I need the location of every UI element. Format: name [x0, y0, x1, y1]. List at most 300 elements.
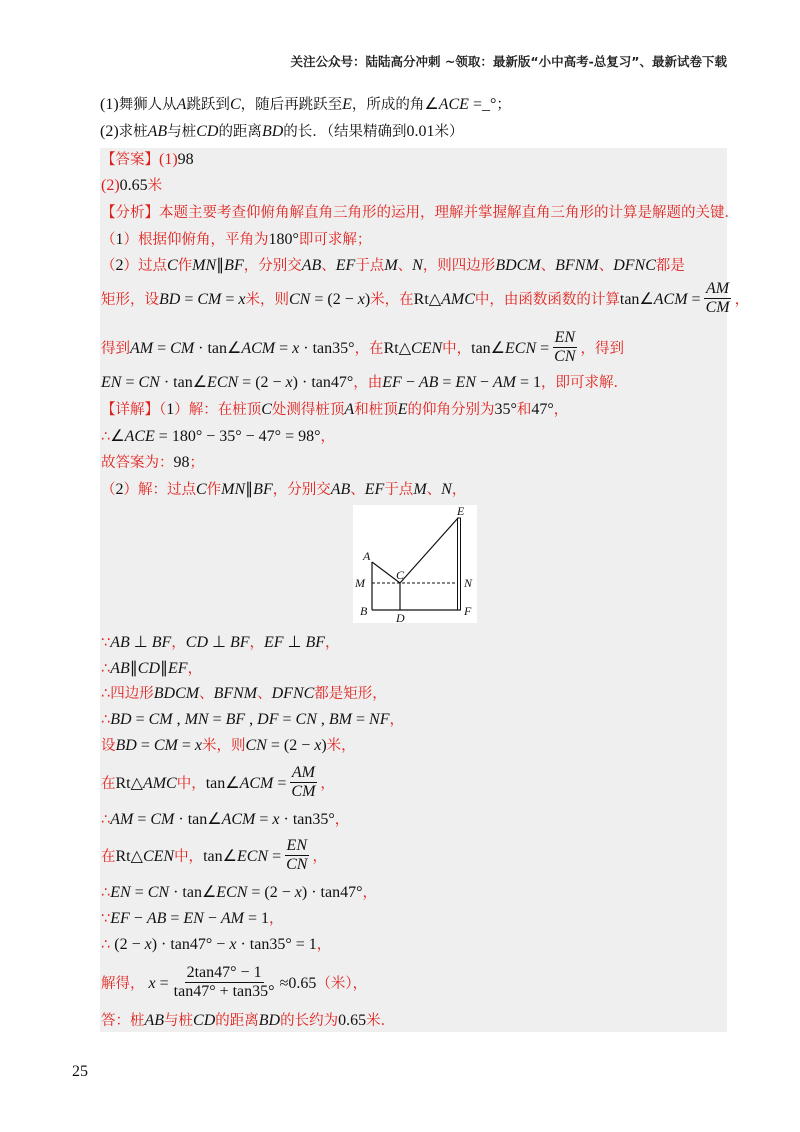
math-variable: EN — [455, 374, 476, 391]
point-label-f: F — [464, 604, 472, 618]
math-symbol: − — [475, 374, 493, 391]
detail-line-4 — [101, 480, 466, 500]
math-variable: CM — [291, 782, 316, 800]
math-symbol: ∥ — [216, 257, 225, 274]
math-variable: AM — [291, 763, 315, 781]
math-variable: CN — [245, 737, 267, 754]
detail-line-3 — [101, 453, 204, 473]
text-run: 中， — [176, 775, 206, 792]
math-symbol: (1) — [100, 96, 119, 113]
math-symbol: ∠ — [110, 428, 125, 445]
text-run: 、 — [397, 258, 413, 274]
text-run: ）根据仰俯角，平角为 — [123, 232, 269, 248]
math-symbol: = — [130, 884, 148, 901]
text-run: 米， — [326, 738, 356, 754]
math-variable: C — [196, 481, 207, 498]
math-symbol: ≈0.65 — [279, 974, 317, 992]
math-symbol: , — [245, 711, 258, 728]
detail-step — [101, 883, 377, 903]
text-run: 得到 — [101, 340, 130, 357]
text-run: ，在 — [354, 340, 384, 357]
answer-part1-label: (1) — [159, 151, 178, 168]
math-symbol: = (2 − — [310, 290, 358, 308]
math-symbol: = — [180, 290, 198, 308]
math-variable: CN — [138, 374, 160, 391]
math-variable: x — [144, 936, 152, 953]
text-run: 舞狮人从 — [118, 97, 177, 113]
math-variable: EF — [335, 257, 356, 274]
math-function: tan — [249, 936, 270, 953]
math-variable: DFNC — [271, 685, 315, 702]
math-function: Rt — [115, 774, 131, 792]
math-symbol: ⊥ — [283, 634, 306, 651]
math-variable: AMC — [441, 290, 475, 308]
math-symbol: 2 — [115, 481, 124, 498]
detail-step — [101, 810, 349, 830]
math-symbol: 0.65 — [338, 1012, 367, 1029]
detail-line-1 — [101, 400, 568, 420]
math-symbol: 1 — [166, 401, 175, 418]
math-symbol: ) · — [301, 884, 321, 901]
math-function: tan — [292, 811, 313, 828]
text-run: 、 — [350, 482, 365, 498]
math-symbol: − — [203, 910, 221, 927]
math-symbol: ∠ — [207, 811, 222, 828]
math-symbol: 35° — [332, 339, 355, 357]
math-variable: ECN — [216, 884, 248, 901]
text-run: ，分别交 — [243, 258, 302, 274]
math-symbol: = — [438, 374, 456, 391]
text-run: 作 — [177, 258, 193, 274]
math-variable: EF — [382, 374, 402, 391]
math-variable: x — [292, 339, 300, 357]
analysis-line-2 — [101, 230, 371, 250]
math-variable: MN — [221, 481, 246, 498]
math-variable: AB — [110, 634, 130, 651]
math-symbol: ∠ — [225, 774, 240, 792]
text-run: 设 — [101, 738, 116, 754]
text-run: ，则四边形 — [422, 258, 496, 274]
math-symbol: ∥ — [160, 660, 169, 677]
math-function: tan — [471, 339, 491, 357]
math-symbol: · — [159, 374, 174, 391]
math-variable: ECN — [505, 339, 537, 357]
math-variable: AM — [130, 339, 154, 357]
math-variable: BF — [305, 634, 326, 651]
math-variable: ECN — [207, 374, 239, 391]
text-run: ∴ — [101, 812, 111, 828]
point-label-e: E — [457, 505, 465, 518]
math-symbol: 35° — [494, 401, 517, 418]
math-variable: AM — [110, 811, 134, 828]
text-run: ，即可求解． — [541, 375, 629, 391]
math-variable: A — [176, 96, 187, 113]
math-variable: CM — [148, 711, 173, 728]
text-run: 米 — [147, 178, 163, 194]
fraction — [284, 837, 309, 874]
math-variable: CN — [554, 347, 576, 365]
detail-line-2 — [101, 427, 335, 447]
question-part2 — [100, 122, 464, 142]
math-symbol: 98 — [177, 151, 194, 168]
text-run: 【分析】本题主要考查仰俯角解直角三角形的运用，理解并掌握解直角三角形的计算是解题的关键． — [101, 205, 739, 221]
math-symbol: ∠ — [201, 884, 217, 901]
math-variable: CN — [295, 711, 317, 728]
text-run: ∴ — [101, 712, 111, 728]
math-variable: AM — [706, 279, 730, 297]
math-symbol: 180° — [268, 231, 299, 248]
answer-label — [101, 152, 159, 168]
math-variable: ACM — [241, 339, 276, 357]
point-label-c: C — [396, 568, 405, 582]
math-variable: ACE — [438, 96, 469, 113]
text-run: ， — [171, 635, 186, 651]
math-function: tan — [173, 374, 193, 391]
analysis-line-6 — [101, 373, 628, 393]
math-symbol: 47° — [340, 884, 363, 901]
text-run: 的长约为 — [280, 1013, 339, 1029]
math-symbol: · — [299, 339, 313, 357]
math-symbol: , — [172, 711, 185, 728]
detail-step — [101, 836, 327, 874]
analysis-line-5 — [101, 328, 624, 366]
math-symbol: 1 — [115, 231, 124, 248]
text-run: 的距离 — [215, 1013, 259, 1029]
math-variable: AB — [146, 910, 167, 927]
math-symbol: = — [268, 847, 282, 865]
text-run: ， — [316, 937, 332, 953]
fraction-denominator — [704, 299, 732, 317]
math-symbol: ) — [364, 290, 371, 308]
formula-text — [581, 337, 625, 358]
math-symbol: · — [194, 339, 208, 357]
detail-step — [101, 935, 331, 955]
text-run: ； — [189, 455, 204, 471]
math-variable: AMC — [142, 774, 177, 792]
formula-text — [320, 772, 335, 793]
text-run: ， — [734, 291, 750, 308]
final-answer — [101, 1011, 395, 1031]
math-variable: ACE — [124, 428, 155, 445]
math-variable: x — [294, 884, 302, 901]
math-function: tan — [320, 884, 341, 901]
math-variable: BF — [224, 257, 244, 274]
text-run: （ — [101, 258, 116, 274]
text-run: ，分别交 — [272, 482, 331, 498]
math-variable: E — [342, 96, 352, 113]
point-label-a: A — [363, 549, 371, 563]
text-run: ， — [187, 661, 203, 677]
text-run: 的距离 — [218, 124, 262, 140]
math-variable: ACM — [221, 811, 256, 828]
math-function: Rt — [413, 290, 429, 308]
text-run: ）过点 — [123, 258, 167, 274]
math-function: tan — [187, 811, 208, 828]
text-run: ，由 — [353, 375, 383, 391]
math-symbol: = — [275, 339, 293, 357]
formula-text — [735, 288, 750, 309]
math-symbol: · — [279, 811, 293, 828]
fraction-numerator — [285, 837, 309, 856]
fraction-denominator — [552, 348, 577, 366]
math-variable: x — [314, 737, 322, 754]
detail-step — [101, 763, 335, 801]
math-variable: EF — [364, 481, 385, 498]
math-symbol: 35° = 1 — [269, 936, 317, 953]
math-symbol: ) · — [292, 374, 312, 391]
formula-text — [101, 288, 701, 309]
math-variable: EN — [286, 836, 307, 854]
text-run: 答：桩 — [101, 1013, 145, 1029]
text-run: ∴四边形 — [101, 686, 154, 702]
text-run: ； — [496, 97, 511, 113]
math-symbol: = — [208, 711, 226, 728]
math-variable: BD — [261, 123, 284, 140]
math-symbol: = — [166, 910, 184, 927]
math-variable: C — [167, 257, 178, 274]
text-run: ∴ — [101, 661, 111, 677]
math-symbol: = — [177, 737, 195, 754]
math-symbol: ∠ — [639, 290, 654, 308]
text-run: 中， — [442, 340, 472, 357]
math-function: tan — [232, 982, 253, 1000]
text-run: 于点 — [384, 482, 414, 498]
detail-step — [101, 736, 356, 756]
math-variable: M — [384, 257, 398, 274]
math-symbol: = — [155, 974, 169, 992]
math-variable: CN — [289, 290, 311, 308]
text-run: ， — [320, 775, 335, 792]
fraction-numerator — [185, 964, 264, 983]
math-symbol: = 1 — [516, 374, 542, 391]
text-run: 、 — [426, 482, 442, 498]
math-symbol: = — [153, 339, 171, 357]
math-symbol: ∠ — [227, 339, 242, 357]
math-variable: BF — [225, 711, 246, 728]
formula-text — [101, 972, 169, 993]
fraction-numerator — [553, 329, 577, 348]
text-run: 与桩 — [164, 1013, 194, 1029]
math-variable: BM — [328, 711, 352, 728]
text-run: 中， — [174, 848, 204, 865]
math-symbol: 47° — [531, 401, 554, 418]
text-run: 即可求解； — [298, 232, 372, 248]
fraction-denominator — [172, 983, 277, 1001]
math-variable: CD — [196, 123, 219, 140]
text-run: ，得到 — [580, 340, 625, 357]
math-symbol: = 180° − 35° − 47° = 98° — [154, 428, 321, 445]
formula-text — [101, 337, 549, 358]
math-symbol: = (2 − — [247, 884, 295, 901]
math-symbol: − — [129, 910, 147, 927]
math-variable: AB — [418, 374, 439, 391]
math-variable: BD — [115, 737, 137, 754]
math-variable: BDCM — [495, 257, 541, 274]
text-run: ∴ — [101, 937, 111, 953]
math-variable: BF — [253, 481, 273, 498]
math-symbol: (2) — [100, 123, 119, 140]
detail-step — [101, 659, 202, 679]
text-run: ， — [362, 885, 377, 901]
math-variable: A — [344, 401, 355, 418]
math-variable: AB — [110, 660, 130, 677]
fraction — [704, 280, 732, 317]
text-run: 的仰角分别为 — [407, 402, 495, 418]
answer-line-1 — [101, 150, 194, 170]
math-variable: NF — [369, 711, 390, 728]
formula-text — [280, 972, 368, 993]
math-symbol: =_° — [468, 96, 497, 113]
formula-text — [101, 772, 286, 793]
text-run: 、 — [598, 258, 614, 274]
analysis-line-1 — [101, 203, 739, 223]
math-variable: EN — [101, 374, 122, 391]
point-label-b: B — [360, 604, 368, 618]
math-variable: N — [441, 481, 452, 498]
math-symbol: ∥ — [129, 660, 138, 677]
math-function: tan — [207, 339, 228, 357]
math-symbol: · — [174, 811, 188, 828]
math-symbol: · — [169, 884, 183, 901]
math-symbol: 47° − 1 — [214, 963, 262, 981]
math-variable: AM — [220, 910, 244, 927]
math-variable: x — [272, 811, 280, 828]
math-symbol: ∥ — [245, 481, 254, 498]
math-variable: ACM — [653, 290, 688, 308]
math-variable: MN — [192, 257, 217, 274]
math-symbol: ) · — [151, 936, 171, 953]
math-variable: BD — [110, 711, 132, 728]
math-variable: EF — [110, 910, 130, 927]
math-variable: BD — [159, 290, 181, 308]
text-run: ，随后再跳跃至 — [240, 97, 343, 113]
detail-step — [101, 909, 284, 929]
text-run: ）解：过点 — [123, 482, 196, 498]
math-symbol: = 1 — [243, 910, 270, 927]
math-variable: x — [148, 974, 156, 992]
math-variable: AB — [144, 1012, 165, 1029]
text-run: 和 — [516, 402, 532, 418]
text-run: 于点 — [355, 258, 385, 274]
math-symbol: = — [687, 290, 701, 308]
formula-text — [101, 845, 281, 866]
math-symbol: · — [236, 936, 250, 953]
math-variable: CM — [705, 298, 730, 316]
math-variable: ECN — [236, 847, 269, 865]
math-symbol: 2 — [186, 963, 195, 981]
math-variable: x — [229, 936, 237, 953]
math-variable: DFNC — [613, 257, 656, 274]
detail-step — [101, 710, 404, 730]
text-run: 矩形，设 — [101, 291, 159, 308]
math-variable: EN — [110, 884, 131, 901]
math-symbol: △ — [130, 847, 143, 865]
math-variable: x — [285, 374, 293, 391]
text-run: （ — [101, 482, 116, 498]
math-symbol: = — [278, 711, 296, 728]
math-symbol: △ — [428, 290, 442, 308]
text-run: 的长．（结果精确到 — [283, 124, 407, 140]
fraction-numerator — [290, 764, 317, 783]
math-function: tan — [170, 936, 190, 953]
math-variable: CD — [137, 660, 161, 677]
text-run: 跳跃到 — [186, 97, 230, 113]
math-variable: BD — [258, 1012, 281, 1029]
answer-line-2 — [101, 176, 162, 196]
math-variable: CD — [185, 634, 208, 651]
math-variable: AM — [492, 374, 517, 391]
text-run: 解得， — [101, 975, 145, 992]
math-symbol: ⊥ — [129, 634, 152, 651]
math-function: tan — [173, 982, 194, 1000]
text-run: 都是 — [655, 258, 685, 274]
math-symbol: ∠ — [424, 96, 439, 113]
text-run: 、 — [199, 686, 214, 702]
answer-part2-value — [120, 178, 163, 194]
math-variable: CEN — [142, 847, 175, 865]
math-symbol: ⊥ — [208, 634, 230, 651]
math-function: Rt — [115, 847, 131, 865]
answer-part2-label: (2) — [101, 177, 120, 194]
formula-text — [312, 845, 327, 866]
point-label-m: M — [355, 576, 365, 590]
analysis-line-3 — [101, 256, 685, 276]
text-run: ∵ — [101, 911, 111, 927]
text-run: 故答案为： — [101, 455, 174, 471]
text-run: ）解：在桩顶 — [174, 402, 262, 418]
math-symbol: 35° — [312, 811, 335, 828]
math-variable: AB — [147, 123, 168, 140]
math-variable: CM — [197, 290, 222, 308]
text-run: ， — [249, 635, 264, 651]
text-run: ∴ — [101, 429, 111, 445]
text-run: 作 — [206, 482, 222, 498]
fraction-numerator — [704, 280, 731, 299]
math-symbol: 0.01 — [406, 123, 435, 140]
text-run: ∴ — [101, 885, 111, 901]
math-variable: BFNM — [213, 685, 258, 702]
text-run: 、 — [321, 258, 336, 274]
math-symbol: = (2 − — [238, 374, 286, 391]
math-variable: CM — [153, 737, 178, 754]
text-run: 米，在 — [370, 291, 414, 308]
math-variable: CM — [150, 811, 175, 828]
math-variable: BFNM — [555, 257, 599, 274]
math-variable: CN — [286, 855, 308, 873]
fraction-denominator — [284, 856, 309, 874]
math-variable: x — [357, 290, 365, 308]
math-symbol: ∠ — [222, 847, 237, 865]
math-symbol: = (2 − — [266, 737, 315, 754]
math-symbol: (2 − — [110, 936, 145, 953]
detail-step — [101, 684, 387, 704]
math-function: tan — [205, 774, 226, 792]
geometry-figure — [353, 505, 477, 623]
text-run: 处测得桩顶 — [271, 402, 345, 418]
fraction — [552, 329, 577, 366]
fraction — [289, 764, 317, 801]
math-symbol: 47° — [330, 374, 354, 391]
math-symbol: 0.65 — [119, 177, 148, 194]
text-run: 米） — [434, 124, 464, 140]
math-variable: CM — [170, 339, 195, 357]
math-function: Rt — [383, 339, 399, 357]
text-run: 求桩 — [118, 124, 148, 140]
text-run: ， — [334, 812, 350, 828]
page-number: 25 — [72, 1063, 88, 1080]
text-run: ∵ — [101, 635, 111, 651]
text-run: 在 — [101, 775, 116, 792]
